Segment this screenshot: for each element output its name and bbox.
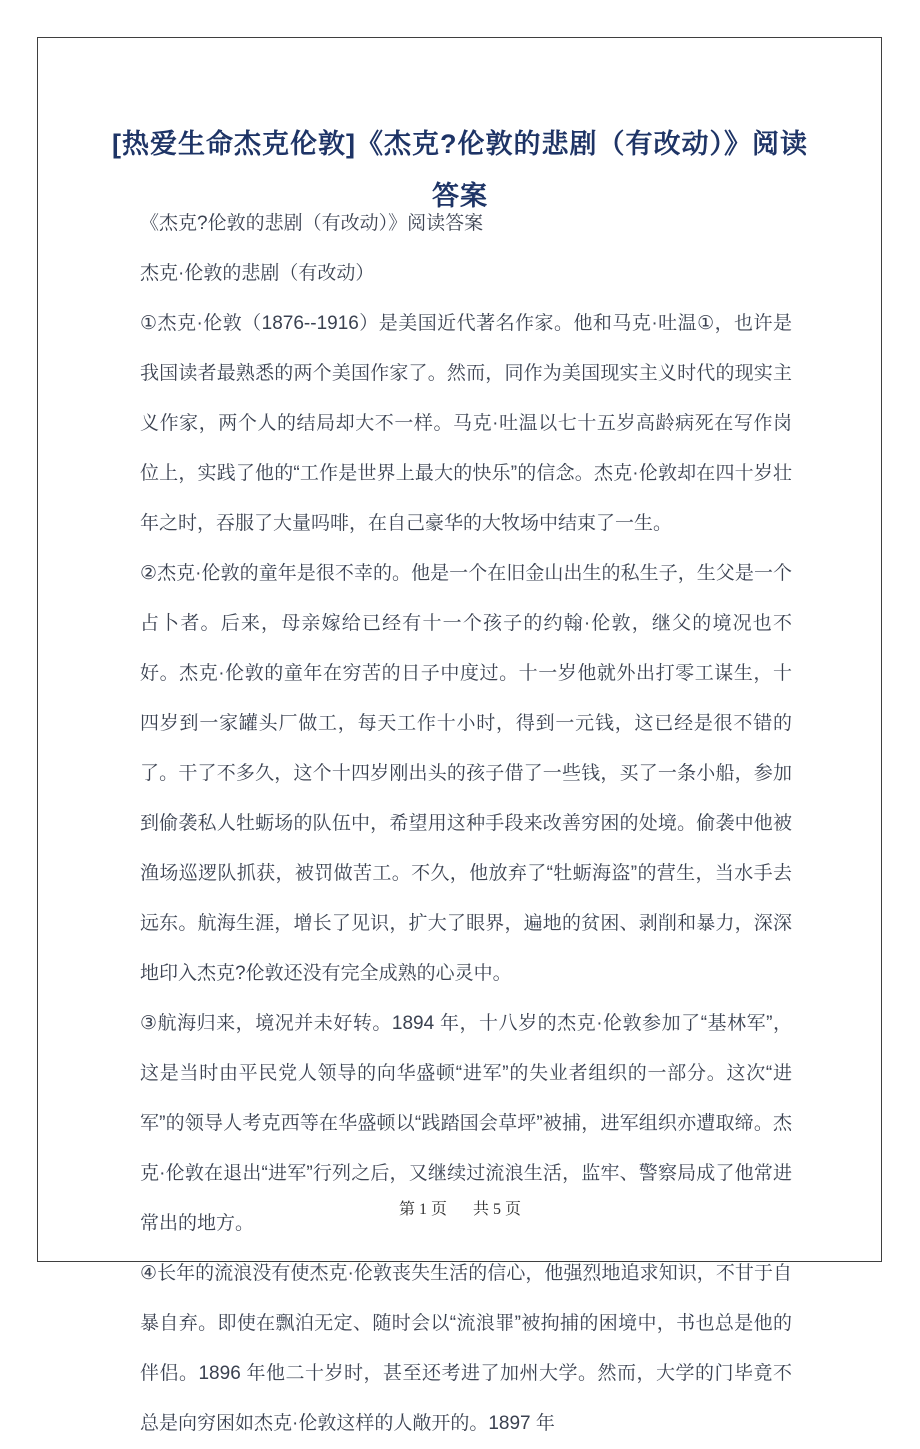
- footer-total-pages: 共 5 页: [473, 1201, 522, 1218]
- footer-page-number: 第 1 页: [398, 1201, 447, 1218]
- paragraph-4: ④长年的流浪没有使杰克·伦敦丧失生活的信心，他强烈地追求知识，不甘于自暴自弃。即使在飘泊无定、随时会以“流浪罪”被拘捕的困境中，书也总是他的伴侣。1896 年他二十岁时，甚至还考进了加州大学。然而，大学的门毕竟不总是向穷困如杰克·伦敦这样的人敞开的。1897 年: [140, 1263, 792, 1434]
- document-subtitle: 《杰克?伦敦的悲剧（有改动）》阅读答案: [140, 213, 484, 234]
- document-body: [140, 199, 792, 1449]
- page-footer: [0, 1196, 920, 1219]
- paragraph-3: ③航海归来，境况并未好转。1894 年，十八岁的杰克·伦敦参加了“基林军”，这是当时由平民党人领导的向华盛顿“进军”的失业者组织的一部分。这次“进军”的领导人考克西等在华盛顿以“践踏国会草坪”被捕，进军组织亦遭取缔。杰克·伦敦在退出“进军”行列之后，又继续过流浪生活，监牢、警察局成了他常进常出的地方。: [140, 1013, 792, 1234]
- paragraph-1: ①杰克·伦敦（1876--1916）是美国近代著名作家。他和马克·吐温①，也许是我国读者最熟悉的两个美国作家了。然而，同作为美国现实主义时代的现实主义作家，两个人的结局却大不一样。马克·吐温以七十五岁高龄病死在写作岗位上，实践了他的“工作是世界上最大的快乐”的信念。杰克·伦敦却在四十岁壮年之时，吞服了大量吗啡，在自己豪华的大牧场中结束了一生。: [140, 313, 792, 534]
- document-subheading: 杰克·伦敦的悲剧（有改动）: [140, 263, 375, 284]
- paragraph-2: ②杰克·伦敦的童年是很不幸的。他是一个在旧金山出生的私生子，生父是一个占卜者。后来，母亲嫁给已经有十一个孩子的约翰·伦敦，继父的境况也不好。杰克·伦敦的童年在穷苦的日子中度过。十一岁他就外出打零工谋生，十四岁到一家罐头厂做工，每天工作十小时，得到一元钱，这已经是很不错的了。干了不多久，这个十四岁刚出头的孩子借了一些钱，买了一条小船，参加到偷袭私人牡蛎场的队伍中，希望用这种手段来改善穷困的处境。偷袭中他被渔场巡逻队抓获，被罚做苦工。不久，他放弃了“牡蛎海盗”的营生，当水手去远东。航海生涯，增长了见识，扩大了眼界，遍地的贫困、剥削和暴力，深深地印入杰克?伦敦还没有完全成熟的心灵中。: [140, 563, 792, 984]
- document-title: [热爱生命杰克伦敦]《杰克?伦敦的悲剧（有改动）》阅读答案: [112, 129, 808, 212]
